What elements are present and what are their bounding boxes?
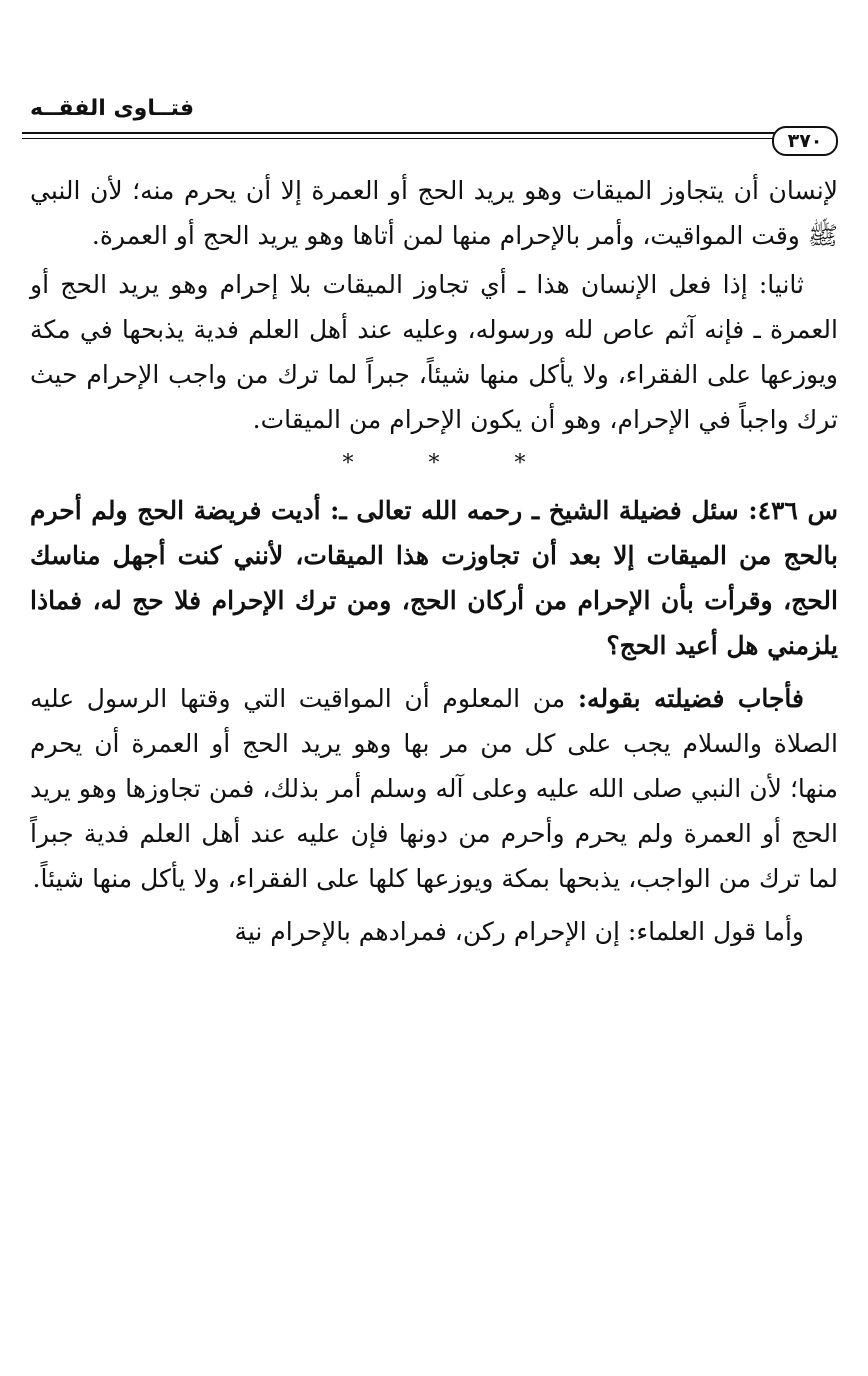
paragraph-second-point: ثانيا: إذا فعل الإنسان هذا ـ أي تجاوز الميقات بلا إحرام وهو يريد الحج أو العمرة ـ فإنه آثم عاص لله ورسوله، وعليه عند أهل العلم فدية يذبحها في مكة ويوزعها على الفقراء، ولا يأكل منها شيئاً، جبراً لما ترك من واجب الإحرام حيث ترك واجباً في الإحرام، وهو أن يكون الإحرام من الميقات. (30, 270, 838, 434)
paragraph-last: وأما قول العلماء: إن الإحرام ركن، فمرادهم بالإحرام نية (234, 917, 804, 946)
paragraph-continuation: لإنسان أن يتجاوز الميقات وهو يريد الحج أو العمرة إلا أن يحرم منه؛ لأن النبي ﷺ وقت المواقيت، وأمر بالإحرام منها لمن أتاها وهو يريد الحج أو العمرة. (30, 176, 838, 250)
page-number: ٣٧٠ (772, 126, 838, 156)
answer-text: من المعلوم أن المواقيت التي وقتها الرسول عليه الصلاة والسلام يجب على كل من مر بها وهو يريد الحج أو العمرة أن يحرم منها؛ لأن النبي صلى الله عليه وعلى آله وسلم أمر بذلك، فمن تجاوزها وهو يريد الحج أو العمرة ولم يحرم وأحرم من دونها فإن عليه عند أهل العلم فدية جبراً لما ترك من الواجب، يذبحها بمكة ويوزعها كلها على الفقراء، ولا يأكل منها شيئاً. (30, 684, 838, 893)
header-rule-thick (22, 132, 780, 134)
answer-paragraph (30, 676, 838, 901)
answer-lead: فأجاب فضيلته بقوله: (577, 684, 804, 713)
question-436: س ٤٣٦: سئل فضيلة الشيخ ـ رحمه الله تعالى ـ: أديت فريضة الحج ولم أحرم بالحج من الميقات إلا بعد أن تجاوزت هذا الميقات، لأنني كنت أجهل مناسك الحج، وقرأت بأن الإحرام من أركان الحج، ومن ترك الإحرام فلا حج له، فماذا يلزمني هل أعيد الحج؟ (30, 496, 838, 660)
page-body (30, 168, 838, 954)
section-separator: * * * (342, 451, 560, 476)
header-rule-thin (22, 138, 780, 139)
running-title: فتــاوى الفقــه (30, 96, 195, 121)
header-rule (22, 126, 838, 152)
